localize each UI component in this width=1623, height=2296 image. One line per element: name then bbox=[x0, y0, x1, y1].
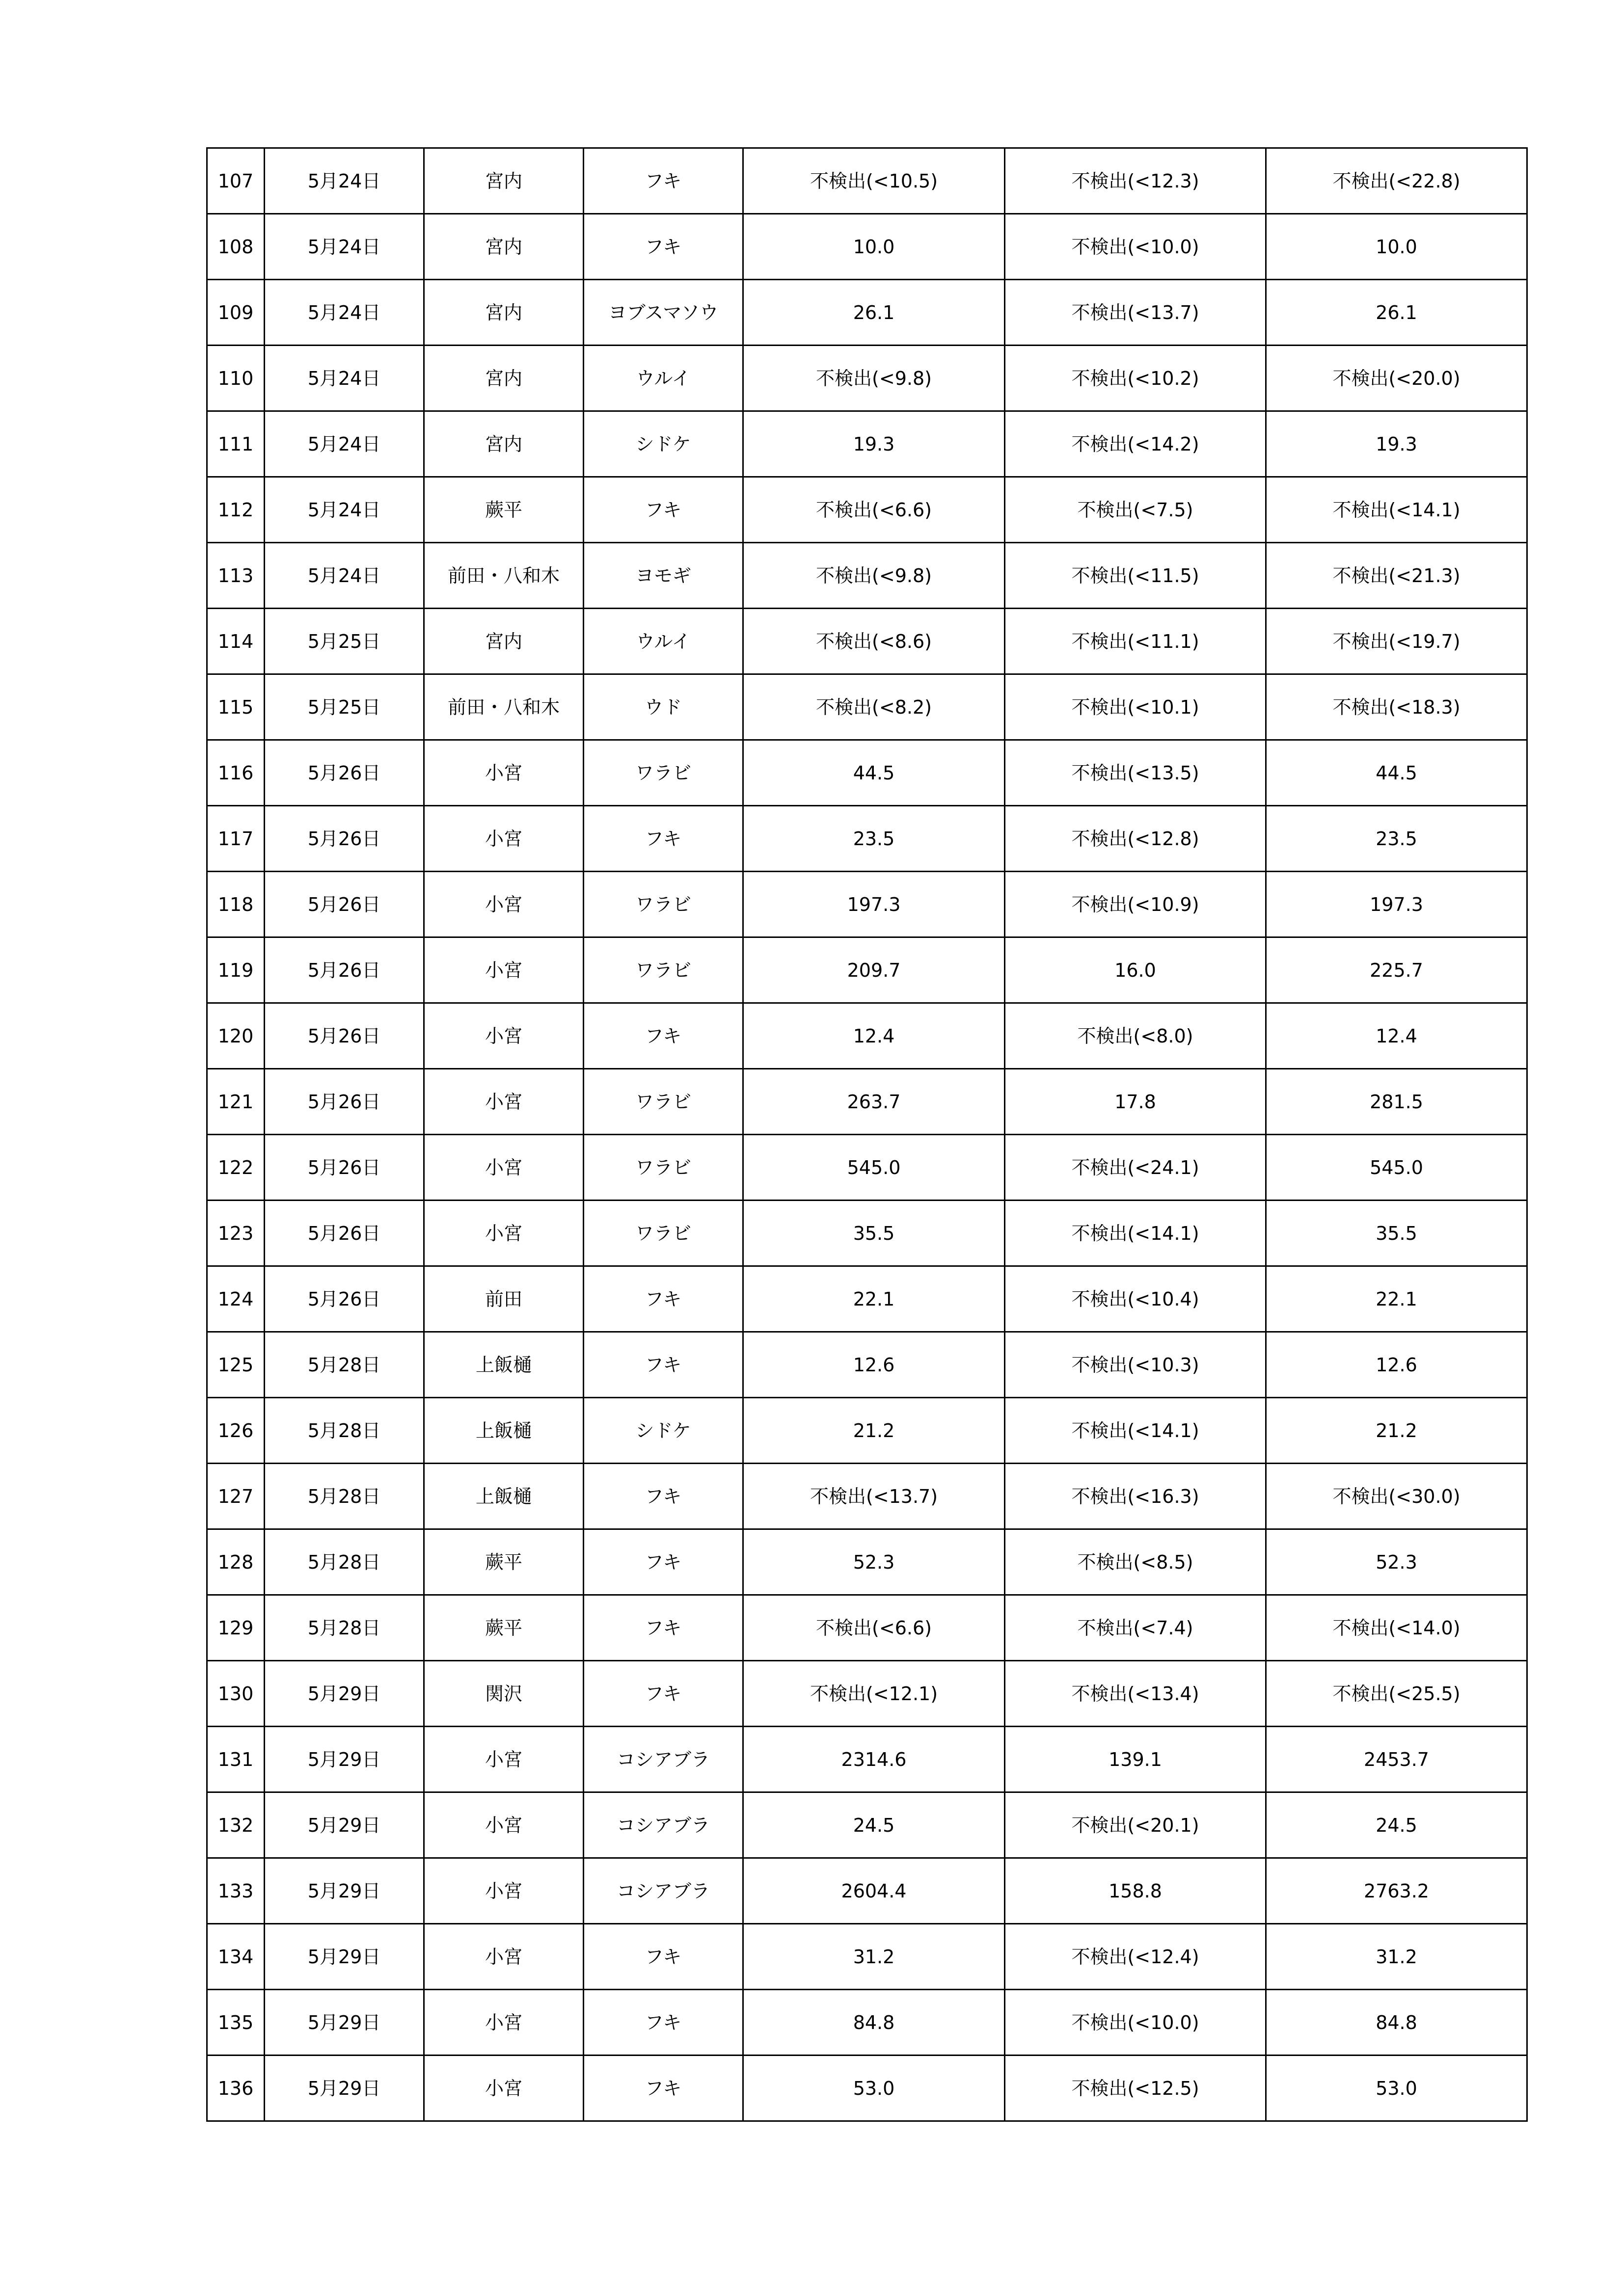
table-row bbox=[207, 1792, 1527, 1858]
date-cell: 5月25日 bbox=[265, 674, 424, 740]
item-cell: シドケ bbox=[584, 411, 743, 477]
table-row bbox=[207, 1924, 1527, 1990]
value-cell-1: 21.2 bbox=[743, 1398, 1005, 1464]
value-cell-2: 不検出(<12.3) bbox=[1005, 148, 1266, 214]
location-cell: 宮内 bbox=[424, 280, 584, 346]
sample-number-cell: 127 bbox=[207, 1464, 265, 1529]
sample-number-cell: 114 bbox=[207, 609, 265, 674]
table-row bbox=[207, 872, 1527, 937]
date-cell: 5月24日 bbox=[265, 148, 424, 214]
location-cell: 小宮 bbox=[424, 1990, 584, 2056]
table-row bbox=[207, 1003, 1527, 1069]
date-cell: 5月28日 bbox=[265, 1464, 424, 1529]
value-cell-total: 12.4 bbox=[1266, 1003, 1527, 1069]
table-row bbox=[207, 1332, 1527, 1398]
date-cell: 5月25日 bbox=[265, 609, 424, 674]
item-cell: フキ bbox=[584, 477, 743, 543]
value-cell-1: 545.0 bbox=[743, 1135, 1005, 1201]
table-row bbox=[207, 1069, 1527, 1135]
value-cell-total: 不検出(<14.1) bbox=[1266, 477, 1527, 543]
item-cell: ワラビ bbox=[584, 937, 743, 1003]
value-cell-total: 不検出(<22.8) bbox=[1266, 148, 1527, 214]
item-cell: ヨモギ bbox=[584, 543, 743, 609]
value-cell-1: 10.0 bbox=[743, 214, 1005, 280]
value-cell-2: 不検出(<10.4) bbox=[1005, 1266, 1266, 1332]
location-cell: 蕨平 bbox=[424, 477, 584, 543]
value-cell-2: 不検出(<16.3) bbox=[1005, 1464, 1266, 1529]
location-cell: 宮内 bbox=[424, 346, 584, 411]
table-row bbox=[207, 674, 1527, 740]
location-cell: 上飯樋 bbox=[424, 1398, 584, 1464]
sample-number-cell: 123 bbox=[207, 1201, 265, 1266]
value-cell-total: 84.8 bbox=[1266, 1990, 1527, 2056]
value-cell-total: 26.1 bbox=[1266, 280, 1527, 346]
value-cell-1: 35.5 bbox=[743, 1201, 1005, 1266]
value-cell-total: 23.5 bbox=[1266, 806, 1527, 872]
value-cell-2: 不検出(<7.4) bbox=[1005, 1595, 1266, 1661]
date-cell: 5月26日 bbox=[265, 806, 424, 872]
value-cell-2: 17.8 bbox=[1005, 1069, 1266, 1135]
location-cell: 蕨平 bbox=[424, 1529, 584, 1595]
value-cell-1: 不検出(<8.6) bbox=[743, 609, 1005, 674]
date-cell: 5月29日 bbox=[265, 1924, 424, 1990]
location-cell: 前田・八和木 bbox=[424, 674, 584, 740]
item-cell: ウルイ bbox=[584, 609, 743, 674]
sample-number-cell: 118 bbox=[207, 872, 265, 937]
sample-number-cell: 107 bbox=[207, 148, 265, 214]
value-cell-total: 281.5 bbox=[1266, 1069, 1527, 1135]
location-cell: 小宮 bbox=[424, 806, 584, 872]
sample-number-cell: 135 bbox=[207, 1990, 265, 2056]
value-cell-total: 52.3 bbox=[1266, 1529, 1527, 1595]
item-cell: フキ bbox=[584, 1661, 743, 1727]
item-cell: フキ bbox=[584, 1266, 743, 1332]
value-cell-2: 158.8 bbox=[1005, 1858, 1266, 1924]
sample-number-cell: 112 bbox=[207, 477, 265, 543]
value-cell-2: 不検出(<13.7) bbox=[1005, 280, 1266, 346]
value-cell-1: 12.4 bbox=[743, 1003, 1005, 1069]
date-cell: 5月24日 bbox=[265, 543, 424, 609]
value-cell-2: 不検出(<12.4) bbox=[1005, 1924, 1266, 1990]
value-cell-2: 不検出(<13.4) bbox=[1005, 1661, 1266, 1727]
value-cell-total: 不検出(<20.0) bbox=[1266, 346, 1527, 411]
location-cell: 小宮 bbox=[424, 872, 584, 937]
value-cell-2: 不検出(<14.2) bbox=[1005, 411, 1266, 477]
sample-number-cell: 130 bbox=[207, 1661, 265, 1727]
table-row bbox=[207, 148, 1527, 214]
location-cell: 小宮 bbox=[424, 1792, 584, 1858]
date-cell: 5月26日 bbox=[265, 1003, 424, 1069]
value-cell-1: 84.8 bbox=[743, 1990, 1005, 2056]
item-cell: ウルイ bbox=[584, 346, 743, 411]
sample-number-cell: 124 bbox=[207, 1266, 265, 1332]
table-body bbox=[207, 148, 1527, 2121]
location-cell: 宮内 bbox=[424, 214, 584, 280]
value-cell-2: 不検出(<7.5) bbox=[1005, 477, 1266, 543]
value-cell-2: 不検出(<13.5) bbox=[1005, 740, 1266, 806]
date-cell: 5月24日 bbox=[265, 411, 424, 477]
sample-number-cell: 131 bbox=[207, 1727, 265, 1792]
sample-number-cell: 129 bbox=[207, 1595, 265, 1661]
sample-number-cell: 125 bbox=[207, 1332, 265, 1398]
value-cell-1: 22.1 bbox=[743, 1266, 1005, 1332]
item-cell: フキ bbox=[584, 1332, 743, 1398]
item-cell: ウド bbox=[584, 674, 743, 740]
value-cell-total: 2453.7 bbox=[1266, 1727, 1527, 1792]
item-cell: フキ bbox=[584, 2056, 743, 2121]
sample-number-cell: 134 bbox=[207, 1924, 265, 1990]
location-cell: 小宮 bbox=[424, 1727, 584, 1792]
value-cell-1: 209.7 bbox=[743, 937, 1005, 1003]
table-row bbox=[207, 411, 1527, 477]
location-cell: 前田・八和木 bbox=[424, 543, 584, 609]
date-cell: 5月26日 bbox=[265, 1201, 424, 1266]
value-cell-1: 263.7 bbox=[743, 1069, 1005, 1135]
location-cell: 小宮 bbox=[424, 740, 584, 806]
value-cell-1: 53.0 bbox=[743, 2056, 1005, 2121]
value-cell-total: 31.2 bbox=[1266, 1924, 1527, 1990]
date-cell: 5月29日 bbox=[265, 1990, 424, 2056]
sample-number-cell: 126 bbox=[207, 1398, 265, 1464]
location-cell: 上飯樋 bbox=[424, 1332, 584, 1398]
sample-number-cell: 120 bbox=[207, 1003, 265, 1069]
value-cell-1: 不検出(<9.8) bbox=[743, 543, 1005, 609]
location-cell: 前田 bbox=[424, 1266, 584, 1332]
value-cell-total: 545.0 bbox=[1266, 1135, 1527, 1201]
location-cell: 小宮 bbox=[424, 937, 584, 1003]
value-cell-total: 197.3 bbox=[1266, 872, 1527, 937]
date-cell: 5月26日 bbox=[265, 1135, 424, 1201]
table-row bbox=[207, 1266, 1527, 1332]
value-cell-1: 19.3 bbox=[743, 411, 1005, 477]
date-cell: 5月29日 bbox=[265, 1792, 424, 1858]
value-cell-2: 不検出(<10.2) bbox=[1005, 346, 1266, 411]
item-cell: フキ bbox=[584, 806, 743, 872]
date-cell: 5月24日 bbox=[265, 346, 424, 411]
value-cell-2: 不検出(<11.5) bbox=[1005, 543, 1266, 609]
table-row bbox=[207, 1858, 1527, 1924]
sample-number-cell: 116 bbox=[207, 740, 265, 806]
date-cell: 5月28日 bbox=[265, 1332, 424, 1398]
value-cell-1: 26.1 bbox=[743, 280, 1005, 346]
sample-number-cell: 136 bbox=[207, 2056, 265, 2121]
item-cell: フキ bbox=[584, 1595, 743, 1661]
sample-number-cell: 115 bbox=[207, 674, 265, 740]
table-row bbox=[207, 1595, 1527, 1661]
item-cell: フキ bbox=[584, 1003, 743, 1069]
value-cell-total: 不検出(<14.0) bbox=[1266, 1595, 1527, 1661]
value-cell-1: 52.3 bbox=[743, 1529, 1005, 1595]
date-cell: 5月29日 bbox=[265, 1858, 424, 1924]
value-cell-1: 31.2 bbox=[743, 1924, 1005, 1990]
table-row bbox=[207, 1727, 1527, 1792]
value-cell-2: 139.1 bbox=[1005, 1727, 1266, 1792]
value-cell-total: 22.1 bbox=[1266, 1266, 1527, 1332]
value-cell-2: 不検出(<8.0) bbox=[1005, 1003, 1266, 1069]
date-cell: 5月26日 bbox=[265, 937, 424, 1003]
date-cell: 5月26日 bbox=[265, 740, 424, 806]
table-row bbox=[207, 1661, 1527, 1727]
date-cell: 5月29日 bbox=[265, 1661, 424, 1727]
table-row bbox=[207, 1529, 1527, 1595]
value-cell-1: 不検出(<12.1) bbox=[743, 1661, 1005, 1727]
date-cell: 5月29日 bbox=[265, 2056, 424, 2121]
location-cell: 宮内 bbox=[424, 411, 584, 477]
results-sheet bbox=[206, 147, 1528, 2122]
table-row bbox=[207, 937, 1527, 1003]
table-row bbox=[207, 1464, 1527, 1529]
table-row bbox=[207, 1990, 1527, 2056]
table-row bbox=[207, 806, 1527, 872]
value-cell-total: 53.0 bbox=[1266, 2056, 1527, 2121]
value-cell-2: 不検出(<24.1) bbox=[1005, 1135, 1266, 1201]
value-cell-total: 12.6 bbox=[1266, 1332, 1527, 1398]
item-cell: フキ bbox=[584, 1990, 743, 2056]
value-cell-1: 24.5 bbox=[743, 1792, 1005, 1858]
value-cell-2: 不検出(<10.0) bbox=[1005, 1990, 1266, 2056]
date-cell: 5月28日 bbox=[265, 1398, 424, 1464]
item-cell: ワラビ bbox=[584, 1069, 743, 1135]
item-cell: コシアブラ bbox=[584, 1858, 743, 1924]
sample-number-cell: 133 bbox=[207, 1858, 265, 1924]
value-cell-1: 不検出(<8.2) bbox=[743, 674, 1005, 740]
value-cell-total: 35.5 bbox=[1266, 1201, 1527, 1266]
value-cell-1: 不検出(<6.6) bbox=[743, 477, 1005, 543]
item-cell: ワラビ bbox=[584, 740, 743, 806]
item-cell: コシアブラ bbox=[584, 1727, 743, 1792]
item-cell: ヨブスマソウ bbox=[584, 280, 743, 346]
table-row bbox=[207, 477, 1527, 543]
value-cell-1: 44.5 bbox=[743, 740, 1005, 806]
table-row bbox=[207, 543, 1527, 609]
location-cell: 小宮 bbox=[424, 1135, 584, 1201]
location-cell: 宮内 bbox=[424, 148, 584, 214]
value-cell-total: 44.5 bbox=[1266, 740, 1527, 806]
table-row bbox=[207, 1201, 1527, 1266]
sample-number-cell: 111 bbox=[207, 411, 265, 477]
value-cell-2: 不検出(<10.1) bbox=[1005, 674, 1266, 740]
sample-number-cell: 110 bbox=[207, 346, 265, 411]
value-cell-2: 不検出(<11.1) bbox=[1005, 609, 1266, 674]
value-cell-2: 不検出(<10.9) bbox=[1005, 872, 1266, 937]
value-cell-total: 225.7 bbox=[1266, 937, 1527, 1003]
value-cell-1: 12.6 bbox=[743, 1332, 1005, 1398]
location-cell: 小宮 bbox=[424, 1201, 584, 1266]
value-cell-total: 不検出(<21.3) bbox=[1266, 543, 1527, 609]
value-cell-total: 21.2 bbox=[1266, 1398, 1527, 1464]
table-row bbox=[207, 609, 1527, 674]
sample-number-cell: 117 bbox=[207, 806, 265, 872]
table-row bbox=[207, 1398, 1527, 1464]
results-table bbox=[206, 147, 1528, 2122]
table-row bbox=[207, 280, 1527, 346]
table-row bbox=[207, 346, 1527, 411]
table-row bbox=[207, 1135, 1527, 1201]
sample-number-cell: 109 bbox=[207, 280, 265, 346]
location-cell: 小宮 bbox=[424, 1069, 584, 1135]
location-cell: 小宮 bbox=[424, 2056, 584, 2121]
value-cell-1: 197.3 bbox=[743, 872, 1005, 937]
value-cell-1: 不検出(<9.8) bbox=[743, 346, 1005, 411]
value-cell-2: 不検出(<12.8) bbox=[1005, 806, 1266, 872]
date-cell: 5月24日 bbox=[265, 477, 424, 543]
sample-number-cell: 122 bbox=[207, 1135, 265, 1201]
value-cell-1: 23.5 bbox=[743, 806, 1005, 872]
date-cell: 5月28日 bbox=[265, 1595, 424, 1661]
value-cell-1: 不検出(<13.7) bbox=[743, 1464, 1005, 1529]
sample-number-cell: 128 bbox=[207, 1529, 265, 1595]
location-cell: 上飯樋 bbox=[424, 1464, 584, 1529]
value-cell-total: 24.5 bbox=[1266, 1792, 1527, 1858]
item-cell: シドケ bbox=[584, 1398, 743, 1464]
value-cell-2: 不検出(<14.1) bbox=[1005, 1398, 1266, 1464]
item-cell: フキ bbox=[584, 1529, 743, 1595]
value-cell-2: 不検出(<20.1) bbox=[1005, 1792, 1266, 1858]
table-row bbox=[207, 2056, 1527, 2121]
value-cell-2: 不検出(<8.5) bbox=[1005, 1529, 1266, 1595]
value-cell-2: 不検出(<12.5) bbox=[1005, 2056, 1266, 2121]
value-cell-2: 不検出(<10.3) bbox=[1005, 1332, 1266, 1398]
value-cell-total: 不検出(<25.5) bbox=[1266, 1661, 1527, 1727]
value-cell-total: 不検出(<19.7) bbox=[1266, 609, 1527, 674]
value-cell-1: 不検出(<10.5) bbox=[743, 148, 1005, 214]
value-cell-2: 不検出(<14.1) bbox=[1005, 1201, 1266, 1266]
item-cell: ワラビ bbox=[584, 1135, 743, 1201]
table-row bbox=[207, 214, 1527, 280]
value-cell-total: 10.0 bbox=[1266, 214, 1527, 280]
date-cell: 5月29日 bbox=[265, 1727, 424, 1792]
location-cell: 小宮 bbox=[424, 1858, 584, 1924]
item-cell: フキ bbox=[584, 1464, 743, 1529]
value-cell-total: 不検出(<18.3) bbox=[1266, 674, 1527, 740]
item-cell: コシアブラ bbox=[584, 1792, 743, 1858]
value-cell-total: 不検出(<30.0) bbox=[1266, 1464, 1527, 1529]
value-cell-total: 2763.2 bbox=[1266, 1858, 1527, 1924]
date-cell: 5月24日 bbox=[265, 214, 424, 280]
item-cell: フキ bbox=[584, 1924, 743, 1990]
table-row bbox=[207, 740, 1527, 806]
value-cell-2: 16.0 bbox=[1005, 937, 1266, 1003]
item-cell: ワラビ bbox=[584, 1201, 743, 1266]
sample-number-cell: 121 bbox=[207, 1069, 265, 1135]
date-cell: 5月26日 bbox=[265, 872, 424, 937]
value-cell-1: 2604.4 bbox=[743, 1858, 1005, 1924]
value-cell-2: 不検出(<10.0) bbox=[1005, 214, 1266, 280]
value-cell-total: 19.3 bbox=[1266, 411, 1527, 477]
sample-number-cell: 119 bbox=[207, 937, 265, 1003]
location-cell: 宮内 bbox=[424, 609, 584, 674]
sample-number-cell: 108 bbox=[207, 214, 265, 280]
location-cell: 関沢 bbox=[424, 1661, 584, 1727]
date-cell: 5月26日 bbox=[265, 1266, 424, 1332]
date-cell: 5月24日 bbox=[265, 280, 424, 346]
value-cell-1: 2314.6 bbox=[743, 1727, 1005, 1792]
sample-number-cell: 113 bbox=[207, 543, 265, 609]
location-cell: 蕨平 bbox=[424, 1595, 584, 1661]
item-cell: フキ bbox=[584, 148, 743, 214]
date-cell: 5月28日 bbox=[265, 1529, 424, 1595]
location-cell: 小宮 bbox=[424, 1924, 584, 1990]
date-cell: 5月26日 bbox=[265, 1069, 424, 1135]
sample-number-cell: 132 bbox=[207, 1792, 265, 1858]
location-cell: 小宮 bbox=[424, 1003, 584, 1069]
item-cell: フキ bbox=[584, 214, 743, 280]
item-cell: ワラビ bbox=[584, 872, 743, 937]
value-cell-1: 不検出(<6.6) bbox=[743, 1595, 1005, 1661]
